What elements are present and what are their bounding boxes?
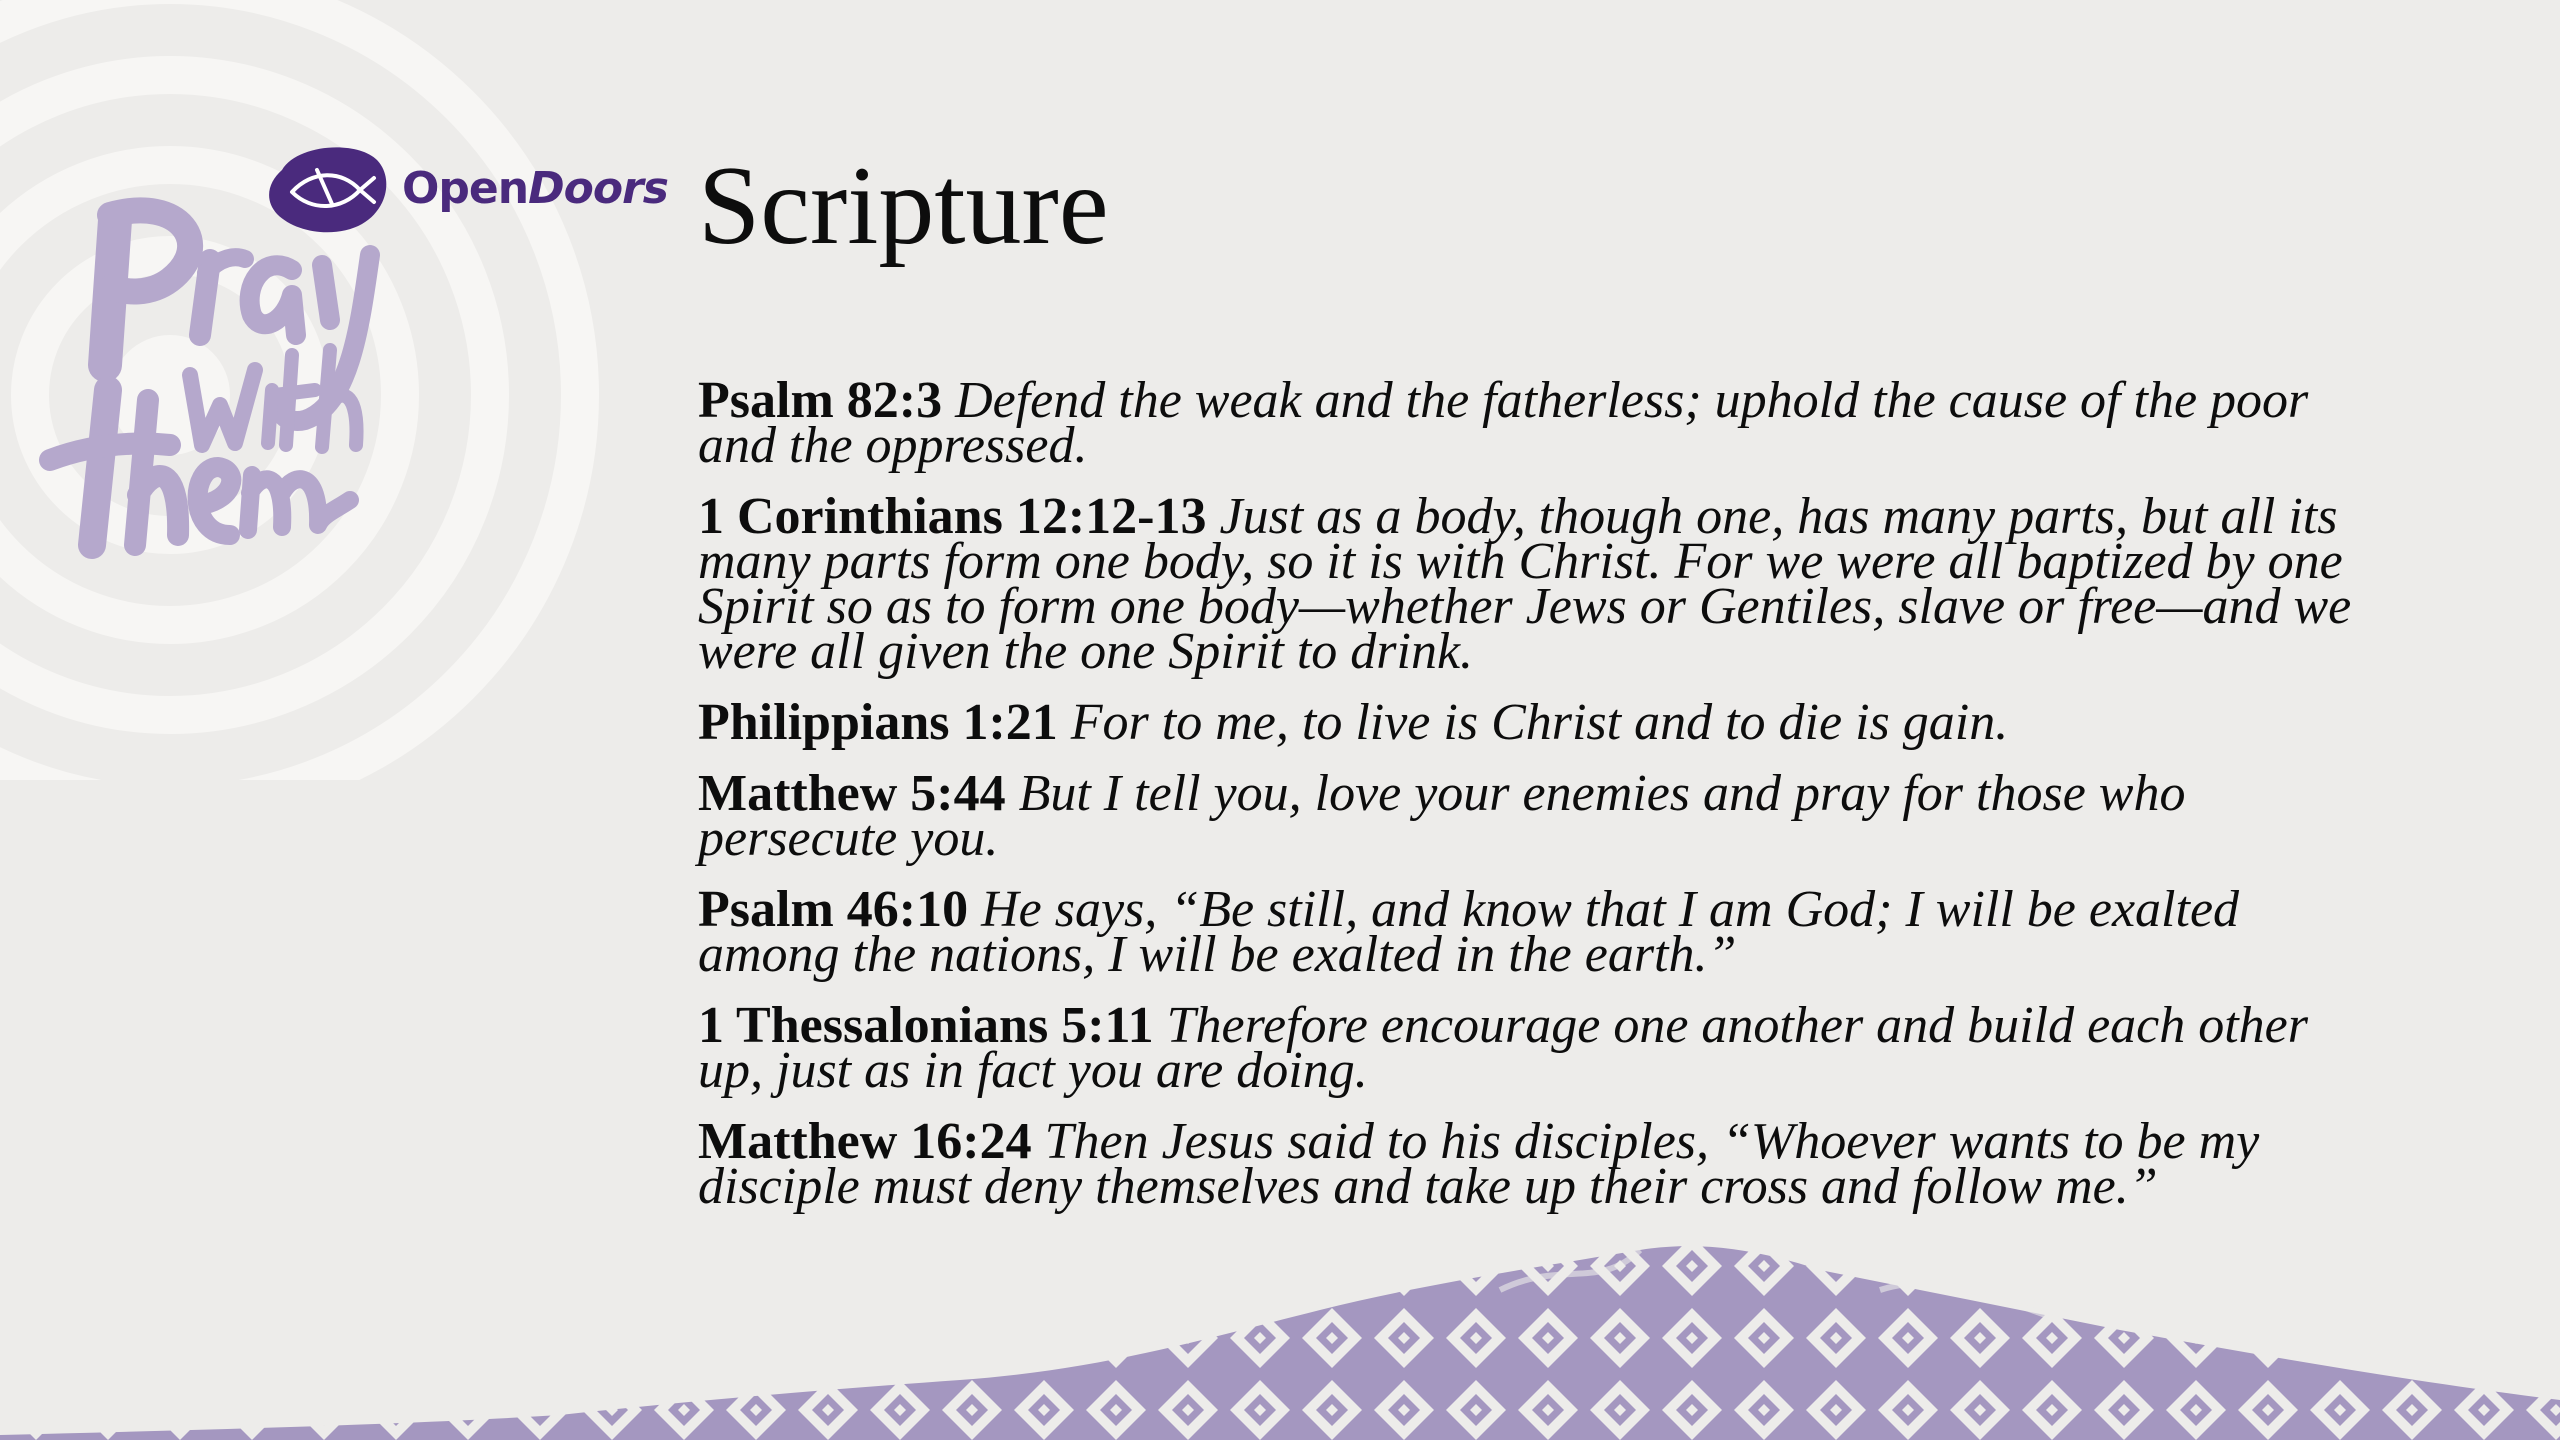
scripture-list <box>698 372 2368 1235</box>
open-doors-logo <box>262 140 668 236</box>
verse-text: For to me, to live is Christ and to die is gain. <box>1070 694 2009 751</box>
verse-text: Therefore encourage one another and build each other up, just as in fact you are doing. <box>698 997 2308 1099</box>
verse-item <box>698 765 2368 867</box>
verse-reference: Matthew 16:24 <box>698 1113 1032 1170</box>
bottom-pattern-decoration <box>0 1230 2560 1440</box>
verse-text: Then Jesus said to his disciples, “Whoever wants to be my disciple must deny themselves and take up their cross and follow me.” <box>698 1113 2260 1215</box>
page-title: Scripture <box>698 144 1109 268</box>
verse-item <box>698 694 2368 751</box>
verse-reference: Psalm 82:3 <box>698 372 943 429</box>
logo-word-open: Open <box>402 162 529 214</box>
verse-reference: Matthew 5:44 <box>698 765 1006 822</box>
verse-text: But I tell you, love your enemies and pray for those who persecute you. <box>698 765 2186 867</box>
logo-wordmark <box>402 163 668 214</box>
verse-item <box>698 997 2368 1099</box>
logo-word-doors: Doors <box>528 162 668 214</box>
fish-icon <box>262 140 390 236</box>
verse-item <box>698 1113 2368 1215</box>
verse-text: Just as a body, though one, has many parts, but all its many parts form one body, so it is with Christ. For we were all baptized by one Spirit so as to form one body—whether Jews or Gentiles, slave or free—and we were all given the one Spirit to drink. <box>698 488 2352 680</box>
verse-text: Defend the weak and the fatherless; uphold the cause of the poor and the oppressed. <box>698 372 2309 474</box>
verse-reference: Psalm 46:10 <box>698 881 969 938</box>
verse-item <box>698 372 2368 474</box>
verse-text: He says, “Be still, and know that I am God; I will be exalted among the nations, I will be exalted in the earth.” <box>698 881 2240 983</box>
verse-reference: 1 Thessalonians 5:11 <box>698 997 1154 1054</box>
verse-item <box>698 488 2368 680</box>
verse-reference: 1 Corinthians 12:12-13 <box>698 488 1207 545</box>
verse-item <box>698 881 2368 983</box>
verse-reference: Philippians 1:21 <box>698 694 1058 751</box>
